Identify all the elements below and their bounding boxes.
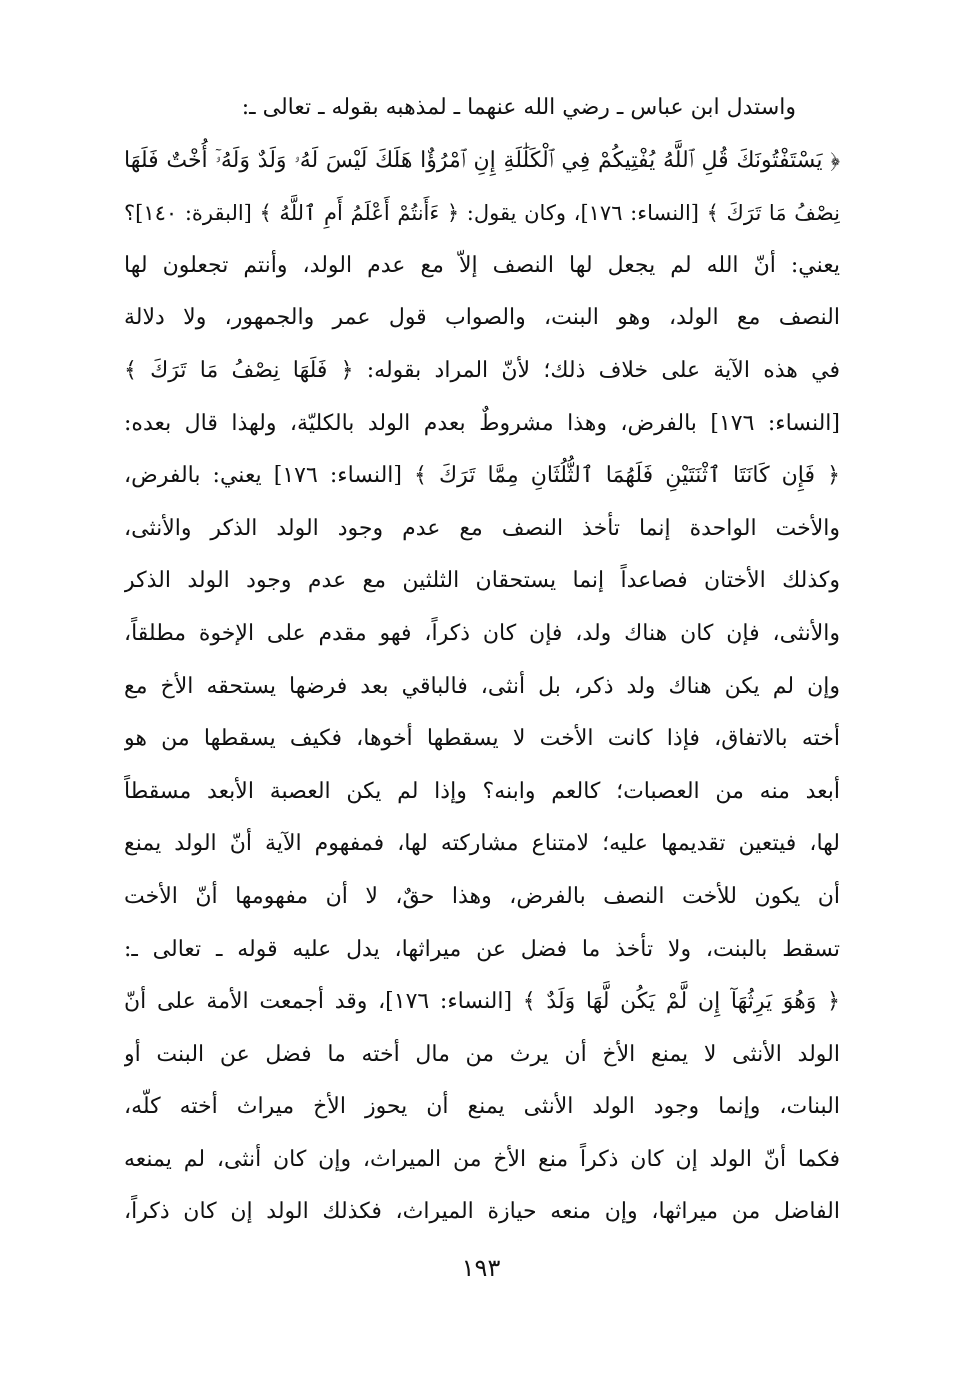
- text-line: النصف مع الولد، وهو البنت، والصواب قول عمر والجمهور، ولا دلالة: [124, 305, 840, 331]
- text-line: واستدل ابن عباس ـ رضي الله عنهما ـ لمذهبه بقوله ـ تعالى ـ:: [241, 95, 796, 120]
- text-line: الولد الأنثى لا يمنع الأخ أن يرث من مال أخته ما فضل عن البنت أو: [124, 1041, 840, 1067]
- text-line: [النساء: ١٧٦] بالفرض، وهذا مشروطٌ بعدم الولد بالكليّة، ولهذا قال بعده:: [124, 410, 840, 436]
- text-line: ﴿ فَإِن كَانَتَا ٱثْنَتَيْنِ فَلَهُمَا ٱلثُّلُثَانِ مِمَّا تَرَكَ ﴾ [النساء: ١٧٦] يعني: بالفرض،: [124, 463, 840, 489]
- text-line: تسقط بالبنت، ولا تأخذ ما فضل عن ميراثها، يدل عليه قوله ـ تعالى ـ:: [124, 936, 840, 962]
- text-line: أن يكون للأخت النصف بالفرض، وهذا حقٌ، لا أن مفهومها أنّ الأخت: [124, 883, 840, 909]
- text-line: وإن لم يكن هناك ولد ذكر، بل أنثى، فالباقي بعد فرضها يستحقه الأخ مع: [124, 673, 840, 699]
- text-line: فكما أنّ الولد إن كان ذكراً منع الأخ من الميراث، وإن كان أنثى، لم يمنعه: [124, 1146, 840, 1172]
- text-line: يعني: أنّ الله لم يجعل لها النصف إلاّ مع عدم الولد، وأنتم تجعلون لها: [124, 252, 840, 278]
- text-line: لها، فيتعين تقديمها عليه؛ لامتناع مشاركته لها، فمفهوم الآية أنّ الولد يمنع: [124, 831, 840, 857]
- text-line: أبعد منه من العصبات؛ كالعم وابنه؟ وإذا لم يكن العصبة الأبعد مسقطاً: [124, 778, 840, 804]
- text-line: ﴿ وَهُوَ يَرِثُهَآ إِن لَّمْ يَكُن لَّهَا وَلَدٌ ﴾ [النساء: ١٧٦]، وقد أجمعت الأمة على أنّ: [124, 989, 840, 1015]
- text-line: البنات، وإنما وجود الولد الأنثى يمنع أن يحوز الأخ ميراث أخته كلّه،: [124, 1094, 840, 1120]
- text-line: والأنثى، فإن كان هناك ولد، فإن كان ذكراً، فهو مقدم على الإخوة مطلقاً،: [124, 620, 840, 646]
- text-line: في هذه الآية على خلاف ذلك؛ لأنّ المراد بقوله: ﴿ فَلَهَا نِصْفُ مَا تَرَكَ ﴾: [124, 357, 840, 383]
- text-line: ﴿ يَسْتَفْتُونَكَ قُلِ ٱللَّهُ يُفْتِيكُمْ فِي ٱلْكَلَٰلَةِ إِنِ ٱمْرُؤٌا هَلَكَ لَيْسَ لَهُۥ وَلَدٌ وَلَهُۥٓ أُخْتٌ فَلَهَا: [124, 147, 840, 173]
- text-line: والأخت الواحدة إنما تأخذ النصف مع عدم وجود الولد الذكر والأنثى،: [124, 515, 840, 541]
- text-line: وكذلك الأختان فصاعداً إنما يستحقان الثلثين مع عدم وجود الولد الذكر: [124, 568, 840, 594]
- body-text: [124, 82, 840, 1239]
- text-line: أخته بالاتفاق، فإذا كانت الأخت لا يسقطها أخوها، فكيف يسقطها من هو: [124, 726, 840, 752]
- text-line: الفاضل من ميراثها، وإن منعه حيازة الميراث، فكذلك الولد إن كان ذكراً،: [124, 1199, 840, 1225]
- text-line: نِصْفُ مَا تَرَكَ ﴾ [النساء: ١٧٦]، وكان يقول: ﴿ ءَأَنتُمْ أَعْلَمُ أَمِ ٱللَّهُ ﴾ [البقرة: ١٤٠]؟: [124, 201, 840, 226]
- page-number: ١٩٣: [461, 1254, 501, 1282]
